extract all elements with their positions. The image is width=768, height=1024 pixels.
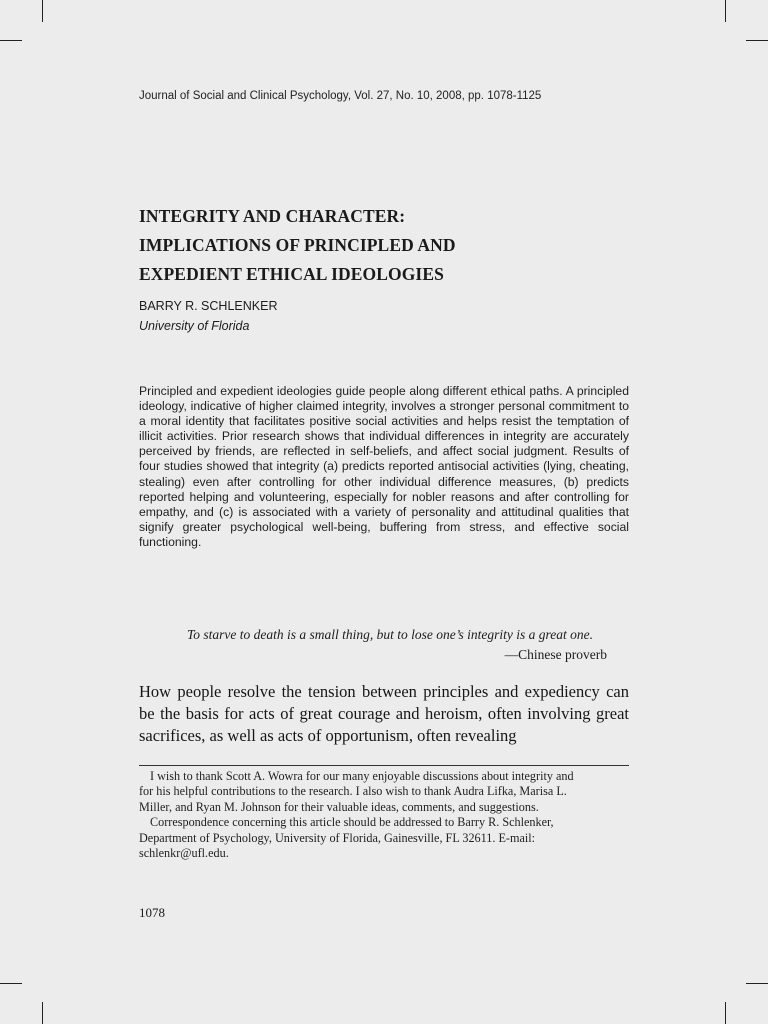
crop-mark-top-left-horizontal xyxy=(0,40,22,41)
crop-mark-bottom-left-horizontal xyxy=(0,983,22,984)
title-line: EXPEDIENT ETHICAL IDEOLOGIES xyxy=(139,264,444,284)
epigraph xyxy=(139,625,629,665)
article-title xyxy=(139,202,639,289)
crop-mark-bottom-left-vertical xyxy=(42,1002,43,1024)
footnotes xyxy=(139,769,589,861)
journal-header: Journal of Social and Clinical Psychology, Vol. 27, No. 10, 2008, pp. 1078-1125 xyxy=(139,90,542,102)
crop-mark-bottom-right-vertical xyxy=(725,1002,726,1024)
page-number: 1078 xyxy=(139,905,165,920)
footnote-correspondence: Correspondence concerning this article should be addressed to Barry R. Schlenker, Department of Psychology, University of Florida, Gainesville, FL 32611. E-mail: schlenkr@ufl.edu. xyxy=(139,815,554,861)
footnote-rule xyxy=(139,765,629,766)
title-line: INTEGRITY AND CHARACTER: xyxy=(139,206,406,226)
body-paragraph: How people resolve the tension between principles and expediency can be the basis for acts of great courage and heroism, often involving great sacrifices, as well as acts of opportunism, often revealing xyxy=(139,682,629,745)
crop-mark-top-right-vertical xyxy=(725,0,726,22)
author-name: BARRY R. SCHLENKER xyxy=(139,299,278,313)
crop-mark-bottom-right-horizontal xyxy=(746,983,768,984)
author-block xyxy=(139,296,639,336)
title-line: IMPLICATIONS OF PRINCIPLED AND xyxy=(139,235,456,255)
crop-mark-top-left-vertical xyxy=(42,0,43,22)
author-affiliation: University of Florida xyxy=(139,319,250,333)
crop-mark-top-right-horizontal xyxy=(746,40,768,41)
epigraph-quote: To starve to death is a small thing, but to lose one’s integrity is a great one. xyxy=(187,627,593,642)
epigraph-attribution: —Chinese proverb xyxy=(504,647,607,662)
footnote-acknowledgment: I wish to thank Scott A. Wowra for our many enjoyable discussions about integrity and for his helpful contributions to the research. I also wish to thank Audra Lifka, Marisa L. Miller, and Ryan M. Johnson for their valuable ideas, comments, and suggestions. xyxy=(139,769,574,814)
abstract: Principled and expedient ideologies guide people along different ethical paths. A principled ideology, indicative of higher claimed integrity, involves a stronger personal commitment to a moral identity that facilitates positive social activities and helps resist the temptation of illicit activities. Prior research shows that individual differences in integrity are accurately perceived by friends, are reflected in self-beliefs, and affect social judgment. Results of four studies showed that integrity (a) predicts reported antisocial activities (lying, cheating, stealing) even after controlling for other individual difference measures, (b) predicts reported helping and volunteering, especially for nobler reasons and after controlling for empathy, and (c) is associated with a variety of personality and attitudinal qualities that signify greater psychological well-being, buffering from stress, and effective social functioning. xyxy=(139,384,629,549)
